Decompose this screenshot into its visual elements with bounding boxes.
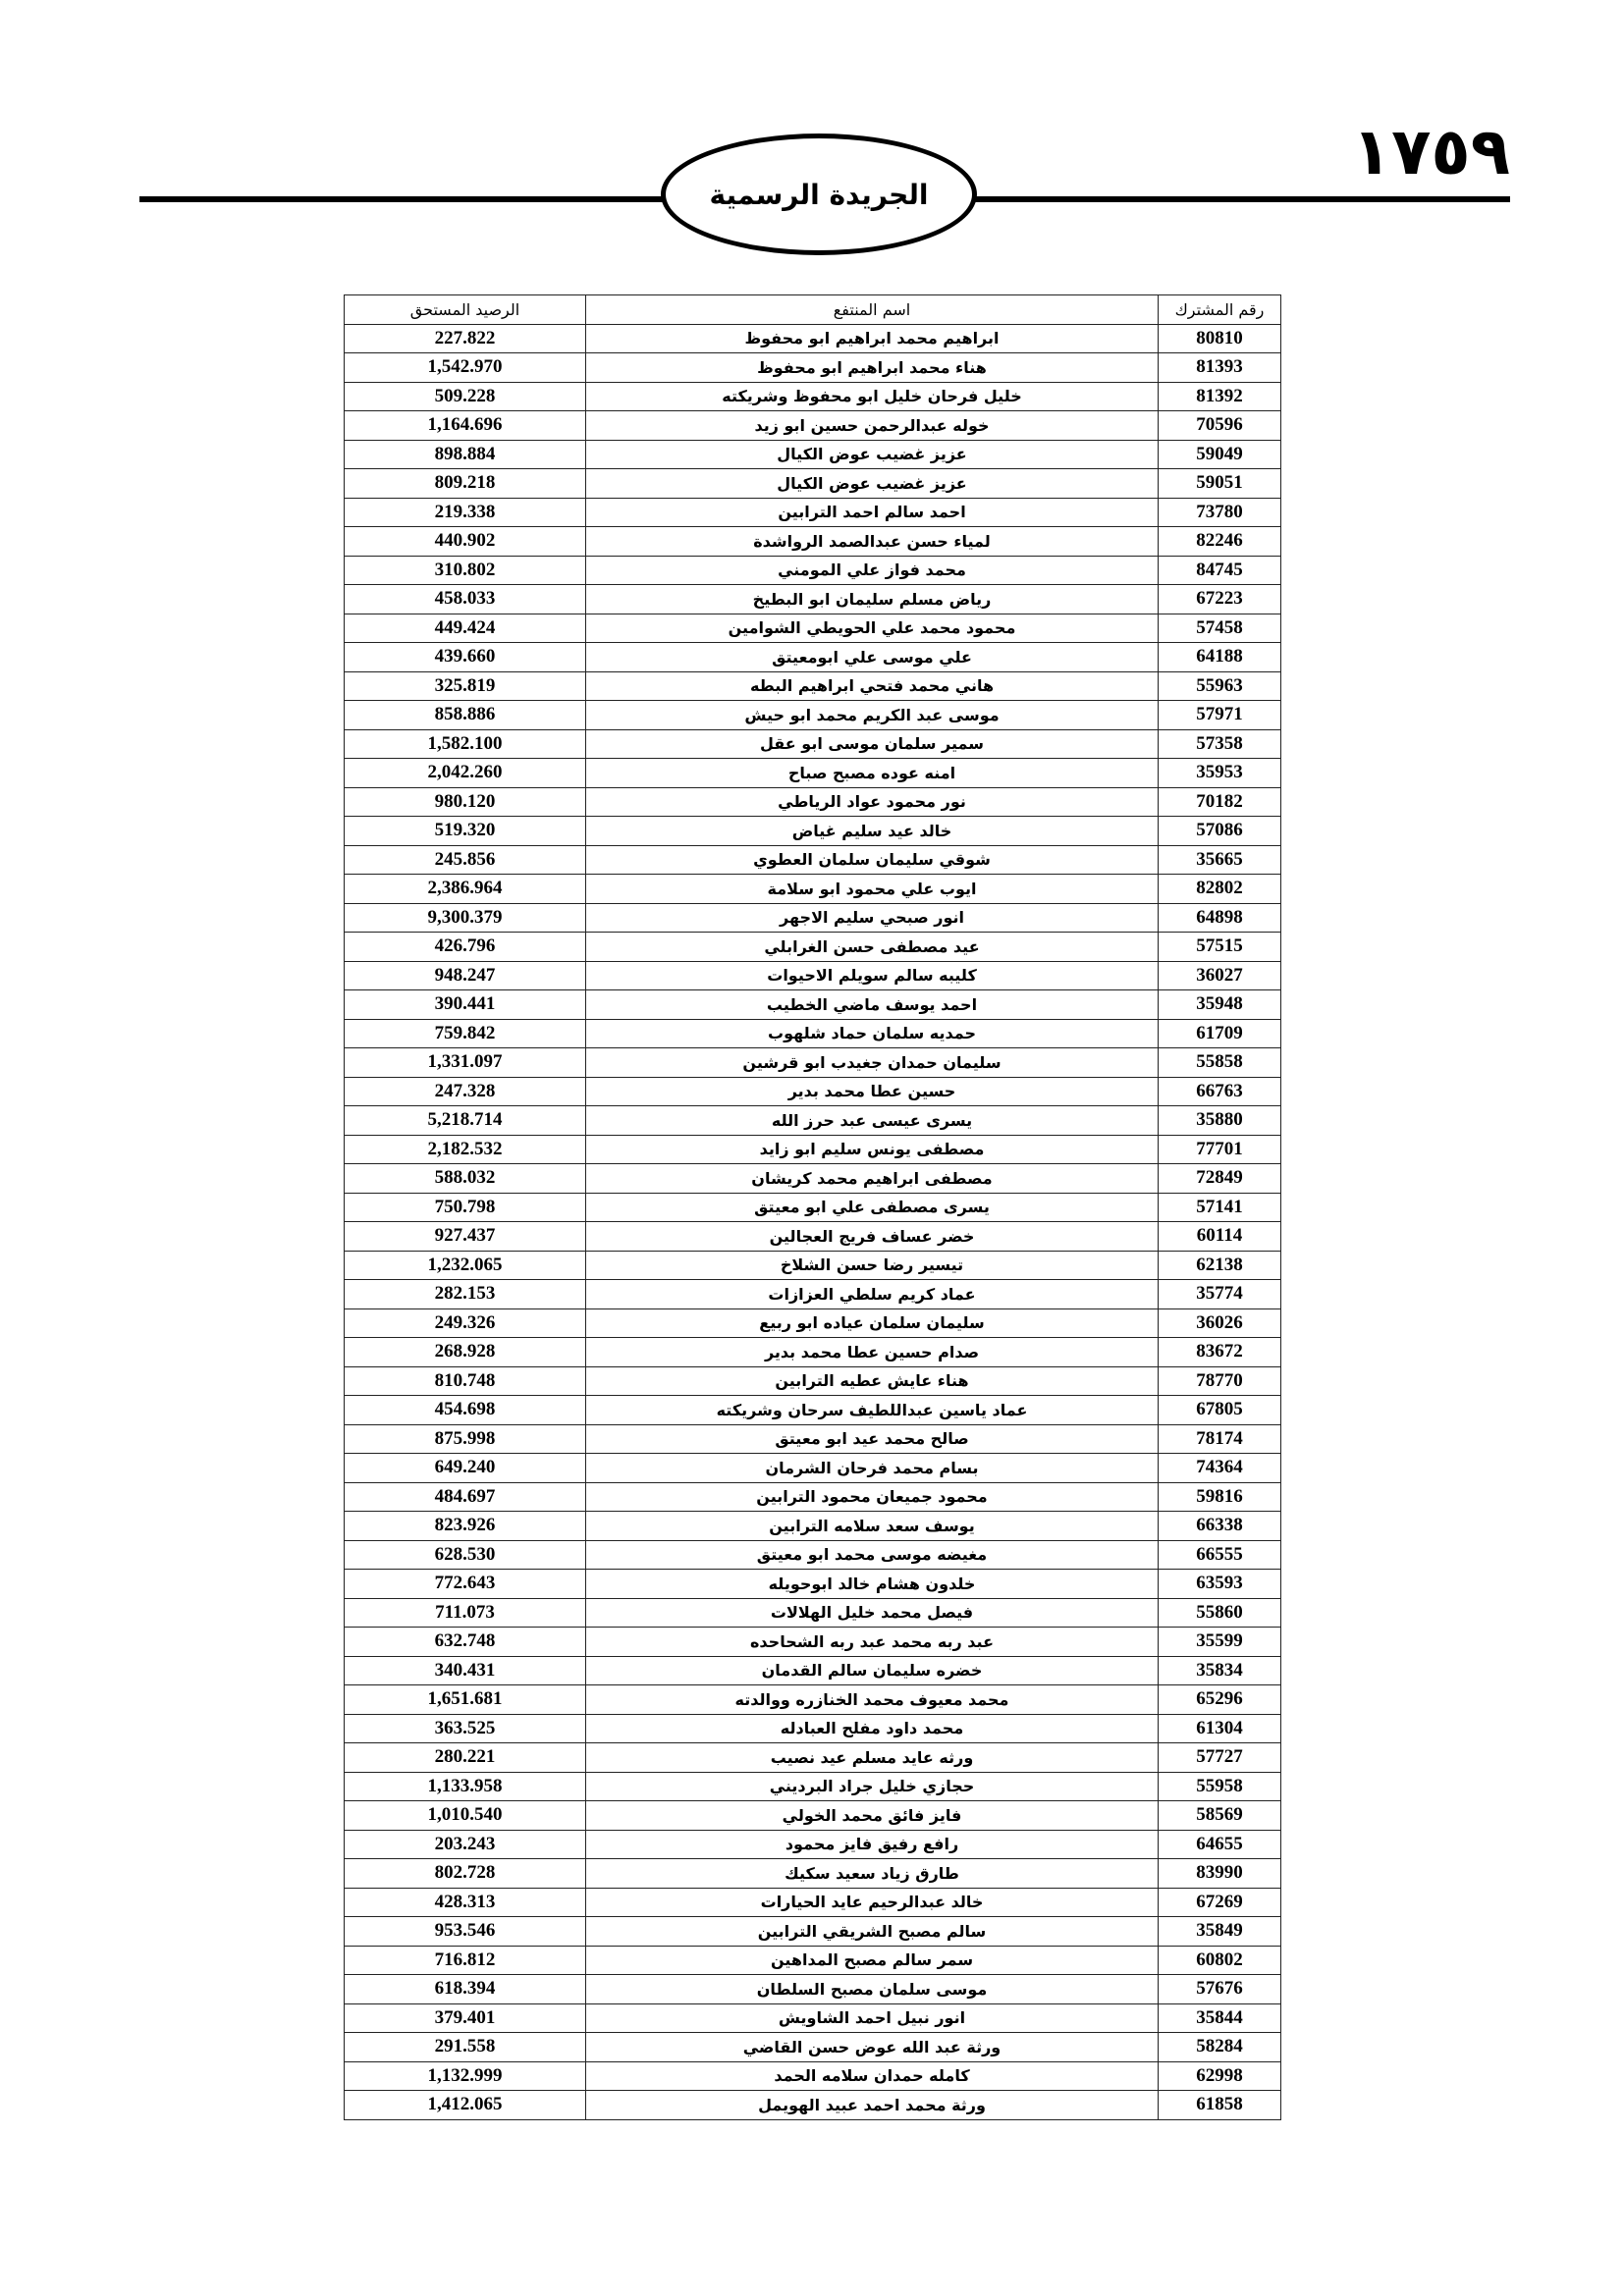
subscriber-no-cell: 61858: [1159, 2091, 1281, 2120]
balance-due-cell: 280.221: [345, 1743, 586, 1773]
subscriber-no-cell: 57458: [1159, 614, 1281, 643]
table-row: [345, 324, 1281, 353]
subscriber-no-cell: 78174: [1159, 1424, 1281, 1454]
balance-due-cell: 588.032: [345, 1164, 586, 1194]
subscriber-no-cell: 61304: [1159, 1714, 1281, 1743]
beneficiary-name-cell: خضر عساف فريج العجالين: [586, 1222, 1159, 1252]
table-row: [345, 1454, 1281, 1483]
gazette-title-oval: [661, 133, 977, 255]
balance-due-cell: 1,132.999: [345, 2061, 586, 2091]
table-row: [345, 411, 1281, 441]
beneficiary-name-cell: ورثة عبد الله عوض حسن القاضي: [586, 2033, 1159, 2062]
table-row: [345, 1106, 1281, 1136]
table-row: [345, 614, 1281, 643]
table-row: [345, 1048, 1281, 1078]
subscriber-no-cell: 59051: [1159, 469, 1281, 499]
beneficiary-name-cell: يوسف سعد سلامه الترابين: [586, 1512, 1159, 1541]
balance-due-cell: 439.660: [345, 643, 586, 672]
beneficiary-name-cell: ابراهيم محمد ابراهيم ابو محفوظ: [586, 324, 1159, 353]
subscriber-no-cell: 57676: [1159, 1975, 1281, 2004]
table-row: [345, 1656, 1281, 1685]
subscriber-no-cell: 81392: [1159, 382, 1281, 411]
balance-due-cell: 772.643: [345, 1570, 586, 1599]
balance-due-cell: 823.926: [345, 1512, 586, 1541]
table-row: [345, 759, 1281, 788]
table-row: [345, 1222, 1281, 1252]
beneficiary-name-cell: لمياء حسن عبدالصمد الرواشدة: [586, 527, 1159, 557]
beneficiary-name-cell: محمود جميعان محمود الترابين: [586, 1482, 1159, 1512]
subscriber-no-cell: 55958: [1159, 1772, 1281, 1801]
subscriber-no-cell: 66555: [1159, 1540, 1281, 1570]
subscriber-no-cell: 67805: [1159, 1396, 1281, 1425]
table-row: [345, 527, 1281, 557]
subscriber-no-cell: 60114: [1159, 1222, 1281, 1252]
beneficiary-name-cell: فيصل محمد خليل الهلالات: [586, 1598, 1159, 1628]
table-row: [345, 990, 1281, 1020]
subscriber-no-cell: 36027: [1159, 961, 1281, 990]
beneficiary-name-cell: يسرى عيسى عبد حرز الله: [586, 1106, 1159, 1136]
table-row: [345, 643, 1281, 672]
balance-due-cell: 980.120: [345, 787, 586, 817]
table-row: [345, 1396, 1281, 1425]
balance-due-cell: 247.328: [345, 1077, 586, 1106]
subscriber-no-cell: 35880: [1159, 1106, 1281, 1136]
balance-due-cell: 948.247: [345, 961, 586, 990]
table-row: [345, 1193, 1281, 1222]
beneficiary-name-cell: عماد ياسين عبداللطيف سرحان وشريكته: [586, 1396, 1159, 1425]
subscriber-no-cell: 77701: [1159, 1135, 1281, 1164]
beneficiary-name-cell: امنه عوده مصبح صباح: [586, 759, 1159, 788]
subscriber-no-cell: 57971: [1159, 701, 1281, 730]
table-row: [345, 671, 1281, 701]
subscriber-no-cell: 65296: [1159, 1685, 1281, 1715]
beneficiary-name-cell: حسين عطا محمد بدير: [586, 1077, 1159, 1106]
table-row: [345, 1570, 1281, 1599]
subscriber-no-cell: 59816: [1159, 1482, 1281, 1512]
table-row: [345, 787, 1281, 817]
balance-due-cell: 1,331.097: [345, 1048, 586, 1078]
subscriber-no-cell: 82802: [1159, 875, 1281, 904]
table-row: [345, 1251, 1281, 1280]
balance-due-cell: 363.525: [345, 1714, 586, 1743]
beneficiary-name-cell: يسرى مصطفى علي ابو معيتق: [586, 1193, 1159, 1222]
table-row: [345, 2061, 1281, 2091]
beneficiary-name-cell: موسى سلمان مصبح السلطان: [586, 1975, 1159, 2004]
balance-due-cell: 1,582.100: [345, 729, 586, 759]
balance-due-cell: 454.698: [345, 1396, 586, 1425]
beneficiary-name-cell: خالد عيد سليم غياض: [586, 817, 1159, 846]
beneficiary-name-cell: محمد داود مفلح العبادله: [586, 1714, 1159, 1743]
beneficiary-name-cell: مغيضه موسى محمد ابو معيتق: [586, 1540, 1159, 1570]
table-row: [345, 1308, 1281, 1338]
subscriber-no-cell: 73780: [1159, 498, 1281, 527]
subscriber-no-cell: 35834: [1159, 1656, 1281, 1685]
subscriber-no-cell: 63593: [1159, 1570, 1281, 1599]
subscriber-no-cell: 70596: [1159, 411, 1281, 441]
header-balance-due: الرصيد المستحق: [345, 295, 586, 325]
table-header-row: [345, 295, 1281, 325]
balance-due-cell: 2,042.260: [345, 759, 586, 788]
subscriber-no-cell: 58284: [1159, 2033, 1281, 2062]
balance-due-cell: 219.338: [345, 498, 586, 527]
subscriber-no-cell: 62998: [1159, 2061, 1281, 2091]
beneficiary-name-cell: عزيز غضيب عوض الكيال: [586, 469, 1159, 499]
beneficiary-name-cell: عزيز غضيب عوض الكيال: [586, 440, 1159, 469]
subscriber-no-cell: 35844: [1159, 2003, 1281, 2033]
beneficiary-name-cell: رياض مسلم سليمان ابو البطيخ: [586, 585, 1159, 614]
balance-due-cell: 628.530: [345, 1540, 586, 1570]
table-row: [345, 1280, 1281, 1309]
balance-due-cell: 809.218: [345, 469, 586, 499]
balance-due-cell: 428.313: [345, 1888, 586, 1917]
table-row: [345, 1743, 1281, 1773]
balance-due-cell: 426.796: [345, 933, 586, 962]
beneficiary-name-cell: صالح محمد عيد ابو معيتق: [586, 1424, 1159, 1454]
subscriber-no-cell: 57515: [1159, 933, 1281, 962]
balance-due-cell: 440.902: [345, 527, 586, 557]
balance-due-cell: 858.886: [345, 701, 586, 730]
table-row: [345, 1801, 1281, 1831]
table-row: [345, 1540, 1281, 1570]
subscriber-no-cell: 61709: [1159, 1019, 1281, 1048]
table-row: [345, 1482, 1281, 1512]
balance-due-cell: 1,010.540: [345, 1801, 586, 1831]
balance-due-cell: 2,182.532: [345, 1135, 586, 1164]
subscriber-no-cell: 74364: [1159, 1454, 1281, 1483]
table-row: [345, 1512, 1281, 1541]
balance-due-cell: 203.243: [345, 1830, 586, 1859]
beneficiary-name-cell: صدام حسين عطا محمد بدير: [586, 1338, 1159, 1367]
balance-due-cell: 5,218.714: [345, 1106, 586, 1136]
beneficiary-name-cell: انور نبيل احمد الشاويش: [586, 2003, 1159, 2033]
subscriber-no-cell: 35948: [1159, 990, 1281, 1020]
balance-due-cell: 310.802: [345, 556, 586, 585]
balance-due-cell: 2,386.964: [345, 875, 586, 904]
subscriber-no-cell: 70182: [1159, 787, 1281, 817]
subscriber-no-cell: 60802: [1159, 1946, 1281, 1975]
subscriber-no-cell: 62138: [1159, 1251, 1281, 1280]
table-row: [345, 1772, 1281, 1801]
beneficiary-name-cell: تيسير رضا حسن الشلاخ: [586, 1251, 1159, 1280]
balance-due-cell: 875.998: [345, 1424, 586, 1454]
subscriber-no-cell: 80810: [1159, 324, 1281, 353]
subscriber-no-cell: 64188: [1159, 643, 1281, 672]
table-row: [345, 2091, 1281, 2120]
beneficiary-name-cell: هاني محمد فتحي ابراهيم البطه: [586, 671, 1159, 701]
balance-due-cell: 927.437: [345, 1222, 586, 1252]
table-row: [345, 2003, 1281, 2033]
beneficiary-name-cell: خليل فرحان خليل ابو محفوظ وشريكته: [586, 382, 1159, 411]
table-row: [345, 1946, 1281, 1975]
beneficiary-name-cell: ورثه عايد مسلم عيد نصيب: [586, 1743, 1159, 1773]
beneficiary-name-cell: سليمان سلمان عياده ابو ربيع: [586, 1308, 1159, 1338]
beneficiary-name-cell: حجازي خليل جراد البرديني: [586, 1772, 1159, 1801]
balance-due-cell: 291.558: [345, 2033, 586, 2062]
table-row: [345, 498, 1281, 527]
balance-due-cell: 1,232.065: [345, 1251, 586, 1280]
beneficiary-name-cell: ايوب علي محمود ابو سلامة: [586, 875, 1159, 904]
balances-table: [344, 294, 1281, 2120]
balance-due-cell: 810.748: [345, 1366, 586, 1396]
subscriber-no-cell: 78770: [1159, 1366, 1281, 1396]
table-row: [345, 382, 1281, 411]
balance-due-cell: 802.728: [345, 1859, 586, 1889]
subscriber-no-cell: 67223: [1159, 585, 1281, 614]
beneficiary-name-cell: محمد فواز علي المومني: [586, 556, 1159, 585]
subscriber-no-cell: 57727: [1159, 1743, 1281, 1773]
balance-due-cell: 449.424: [345, 614, 586, 643]
subscriber-no-cell: 58569: [1159, 1801, 1281, 1831]
subscriber-no-cell: 64898: [1159, 903, 1281, 933]
balance-due-cell: 509.228: [345, 382, 586, 411]
table-row: [345, 1019, 1281, 1048]
subscriber-no-cell: 81393: [1159, 353, 1281, 383]
subscriber-no-cell: 35849: [1159, 1917, 1281, 1947]
balance-due-cell: 390.441: [345, 990, 586, 1020]
subscriber-no-cell: 55860: [1159, 1598, 1281, 1628]
subscriber-no-cell: 84745: [1159, 556, 1281, 585]
table-row: [345, 701, 1281, 730]
beneficiary-name-cell: سالم مصبح الشريقي الترابين: [586, 1917, 1159, 1947]
beneficiary-name-cell: عماد كريم سلطي العزازات: [586, 1280, 1159, 1309]
balance-due-cell: 1,164.696: [345, 411, 586, 441]
beneficiary-name-cell: سمير سلمان موسى ابو عقل: [586, 729, 1159, 759]
table-row: [345, 1888, 1281, 1917]
beneficiary-name-cell: خلدون هشام خالد ابوحويله: [586, 1570, 1159, 1599]
subscriber-no-cell: 35665: [1159, 845, 1281, 875]
subscriber-no-cell: 35953: [1159, 759, 1281, 788]
balance-due-cell: 227.822: [345, 324, 586, 353]
table-row: [345, 1859, 1281, 1889]
beneficiary-name-cell: بسام محمد فرحان الشرمان: [586, 1454, 1159, 1483]
balance-due-cell: 484.697: [345, 1482, 586, 1512]
table-row: [345, 556, 1281, 585]
beneficiary-name-cell: احمد سالم احمد الترابين: [586, 498, 1159, 527]
subscriber-no-cell: 83672: [1159, 1338, 1281, 1367]
balance-due-cell: 325.819: [345, 671, 586, 701]
balance-due-cell: 953.546: [345, 1917, 586, 1947]
balance-due-cell: 249.326: [345, 1308, 586, 1338]
balance-due-cell: 245.856: [345, 845, 586, 875]
table-row: [345, 1598, 1281, 1628]
beneficiary-name-cell: خضره سليمان سالم القدمان: [586, 1656, 1159, 1685]
page-number: ١٧٥٩: [1351, 114, 1510, 189]
beneficiary-name-cell: هناء عايش عطيه الترابين: [586, 1366, 1159, 1396]
balance-due-cell: 282.153: [345, 1280, 586, 1309]
table-row: [345, 1628, 1281, 1657]
subscriber-no-cell: 35774: [1159, 1280, 1281, 1309]
subscriber-no-cell: 67269: [1159, 1888, 1281, 1917]
gazette-title: الجريدة الرسمية: [709, 178, 929, 211]
subscriber-no-cell: 64655: [1159, 1830, 1281, 1859]
beneficiary-name-cell: عبد ربه محمد عبد ربه الشحاحده: [586, 1628, 1159, 1657]
beneficiary-name-cell: فايز فائق محمد الخولي: [586, 1801, 1159, 1831]
table-row: [345, 440, 1281, 469]
beneficiary-name-cell: سليمان حمدان جغيدب ابو قرشين: [586, 1048, 1159, 1078]
subscriber-no-cell: 57358: [1159, 729, 1281, 759]
balance-due-cell: 1,133.958: [345, 1772, 586, 1801]
table-row: [345, 903, 1281, 933]
beneficiary-name-cell: رافع رفيق فايز محمود: [586, 1830, 1159, 1859]
beneficiary-name-cell: علي موسى علي ابومعيتق: [586, 643, 1159, 672]
header-beneficiary-name: اسم المنتفع: [586, 295, 1159, 325]
beneficiary-name-cell: عيد مصطفى حسن الغرابلي: [586, 933, 1159, 962]
table-row: [345, 817, 1281, 846]
subscriber-no-cell: 35599: [1159, 1628, 1281, 1657]
table-row: [345, 875, 1281, 904]
table-row: [345, 1975, 1281, 2004]
beneficiary-name-cell: طارق زياد سعيد سكيك: [586, 1859, 1159, 1889]
table-row: [345, 353, 1281, 383]
table-row: [345, 1366, 1281, 1396]
balance-due-cell: 268.928: [345, 1338, 586, 1367]
balance-due-cell: 9,300.379: [345, 903, 586, 933]
balance-due-cell: 618.394: [345, 1975, 586, 2004]
table-row: [345, 1830, 1281, 1859]
table-row: [345, 845, 1281, 875]
beneficiary-name-cell: شوقي سليمان سلمان العطوي: [586, 845, 1159, 875]
beneficiary-name-cell: انور صبحي سليم الاجهر: [586, 903, 1159, 933]
table-row: [345, 1917, 1281, 1947]
subscriber-no-cell: 57141: [1159, 1193, 1281, 1222]
beneficiary-name-cell: محمود محمد علي الحويطي الشوامين: [586, 614, 1159, 643]
table-row: [345, 961, 1281, 990]
beneficiary-name-cell: كليبه سالم سويلم الاحيوات: [586, 961, 1159, 990]
balance-due-cell: 716.812: [345, 1946, 586, 1975]
table-row: [345, 585, 1281, 614]
balance-due-cell: 759.842: [345, 1019, 586, 1048]
header-subscriber-no: رقم المشترك: [1159, 295, 1281, 325]
beneficiary-name-cell: احمد يوسف ماضي الخطيب: [586, 990, 1159, 1020]
beneficiary-name-cell: كامله حمدان سلامه الحمد: [586, 2061, 1159, 2091]
subscriber-no-cell: 55858: [1159, 1048, 1281, 1078]
balance-due-cell: 519.320: [345, 817, 586, 846]
beneficiary-name-cell: حمديه سلمان حماد شلهوب: [586, 1019, 1159, 1048]
balance-due-cell: 340.431: [345, 1656, 586, 1685]
balance-due-cell: 1,412.065: [345, 2091, 586, 2120]
balance-due-cell: 649.240: [345, 1454, 586, 1483]
balance-due-cell: 379.401: [345, 2003, 586, 2033]
balance-due-cell: 750.798: [345, 1193, 586, 1222]
subscriber-no-cell: 55963: [1159, 671, 1281, 701]
balance-due-cell: 898.884: [345, 440, 586, 469]
table-row: [345, 729, 1281, 759]
table-row: [345, 1135, 1281, 1164]
table-row: [345, 1685, 1281, 1715]
subscriber-no-cell: 57086: [1159, 817, 1281, 846]
subscriber-no-cell: 72849: [1159, 1164, 1281, 1194]
beneficiary-name-cell: خالد عبدالرحيم عايد الحيارات: [586, 1888, 1159, 1917]
subscriber-no-cell: 82246: [1159, 527, 1281, 557]
balance-due-cell: 711.073: [345, 1598, 586, 1628]
balance-due-cell: 1,651.681: [345, 1685, 586, 1715]
subscriber-no-cell: 66763: [1159, 1077, 1281, 1106]
beneficiary-name-cell: نور محمود عواد الرياطي: [586, 787, 1159, 817]
subscriber-no-cell: 36026: [1159, 1308, 1281, 1338]
table-row: [345, 1164, 1281, 1194]
table-row: [345, 1714, 1281, 1743]
table-row: [345, 469, 1281, 499]
beneficiary-name-cell: هناء محمد ابراهيم ابو محفوظ: [586, 353, 1159, 383]
balance-due-cell: 632.748: [345, 1628, 586, 1657]
beneficiary-name-cell: موسى عبد الكريم محمد ابو حيش: [586, 701, 1159, 730]
table-row: [345, 933, 1281, 962]
balance-due-cell: 458.033: [345, 585, 586, 614]
beneficiary-name-cell: سمر سالم مصبح المداهين: [586, 1946, 1159, 1975]
table-row: [345, 1424, 1281, 1454]
beneficiary-name-cell: محمد معيوف محمد الخنازره ووالدته: [586, 1685, 1159, 1715]
table-row: [345, 2033, 1281, 2062]
table-row: [345, 1077, 1281, 1106]
beneficiary-name-cell: ورثة محمد احمد عبيد الهويمل: [586, 2091, 1159, 2120]
subscriber-no-cell: 83990: [1159, 1859, 1281, 1889]
beneficiary-name-cell: مصطفى يونس سليم ابو زايد: [586, 1135, 1159, 1164]
balance-due-cell: 1,542.970: [345, 353, 586, 383]
subscriber-no-cell: 66338: [1159, 1512, 1281, 1541]
subscriber-no-cell: 59049: [1159, 440, 1281, 469]
beneficiary-name-cell: خوله عبدالرحمن حسين ابو زيد: [586, 411, 1159, 441]
table-row: [345, 1338, 1281, 1367]
beneficiary-name-cell: مصطفى ابراهيم محمد كريشان: [586, 1164, 1159, 1194]
